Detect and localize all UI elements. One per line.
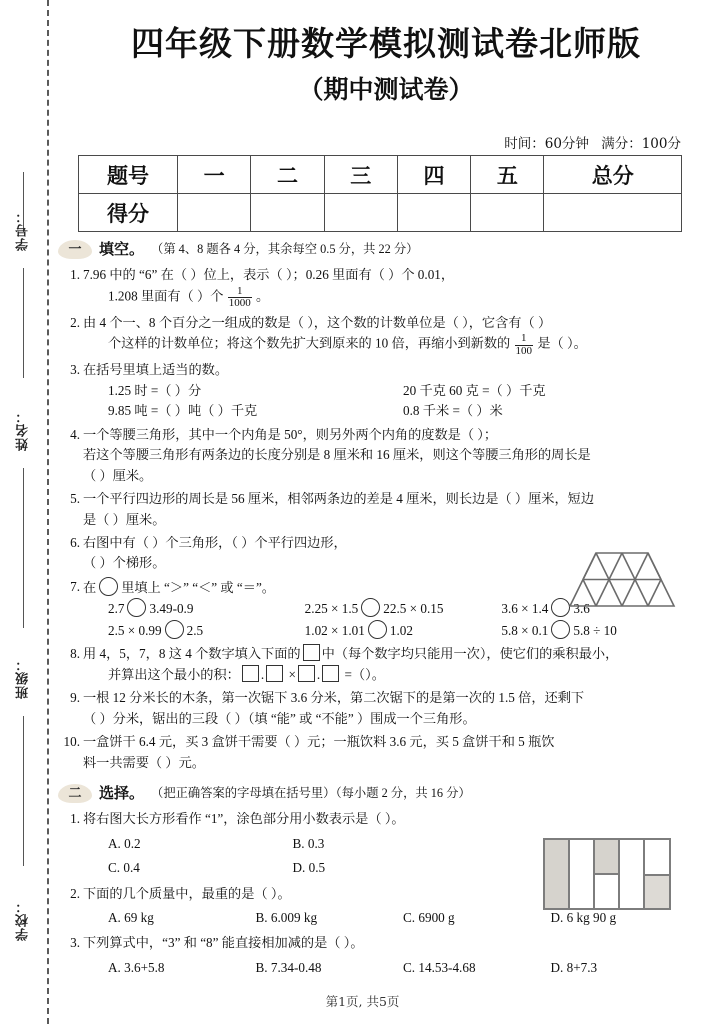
score-table-header-label: 题号 (79, 156, 178, 194)
question-line: 若这个等腰三角形有两条边的长度分别是 8 厘米和 16 厘米，则这个等腰三角形的周长是 (83, 447, 591, 463)
option-a[interactable]: A. 3.6+5.8 (108, 959, 165, 975)
question-number: 6. (70, 534, 80, 550)
question-line: 7.96 中的 “6” 在（ ）位上，表示（ ）；0.26 里面有（ ）个 0.01， (83, 267, 455, 283)
question-choice-3 (58, 933, 698, 978)
option-c[interactable]: C. 0.4 (108, 860, 140, 876)
score-table-col-5: 五 (471, 156, 544, 194)
question-line: 在 里填上 “＞” “＜” 或 “＝”。 (83, 577, 698, 598)
comparison-item: 1.02 × 1.01 1.02 (305, 620, 502, 641)
score-cell-5[interactable] (471, 194, 544, 232)
question-number: 3. (70, 362, 80, 378)
option-c[interactable]: C. 6900 g (403, 910, 455, 926)
margin-label-name: 姓名： (16, 409, 31, 451)
question-line (83, 620, 698, 641)
comparison-item: 3.6 × 1.4 3.6 (501, 598, 698, 619)
question-number: 2. (70, 314, 80, 330)
question-line: 是（ ）厘米。 (83, 511, 166, 527)
question-number: 1. (70, 267, 80, 283)
option-row (83, 908, 698, 928)
margin-write-line (23, 716, 24, 866)
question-line: 1.208 里面有（ ）个 $\frac{1}{1000}$ 。 (108, 284, 270, 310)
section-marker-badge-icon: 一 (58, 240, 92, 259)
question-number: 2. (70, 885, 80, 901)
margin-labels (0, 0, 47, 1024)
section-marker-badge-icon: 二 (58, 784, 92, 803)
question-line: （ ）分米，锯出的三段（ ）（填 “能” 或 “不能” ）围成一个三角形。 (83, 710, 476, 726)
fraction: $\frac{1}{1000}$ (228, 284, 251, 310)
score-cell-3[interactable] (324, 194, 397, 232)
section-title: 选择。 (99, 783, 145, 802)
unit-conversion-item: 9.85 吨 =（ ）吨（ ）千克 (108, 403, 258, 419)
question-fill-10 (58, 732, 698, 773)
section-note: （把正确答案的字母填在括号里）（每小题 2 分，共 16 分） (151, 786, 471, 801)
option-d[interactable]: D. 6 kg 90 g (550, 910, 617, 926)
page-subtitle: （期中测试卷） (298, 75, 474, 104)
question-line (83, 381, 698, 401)
option-a[interactable]: A. 69 kg (108, 910, 154, 926)
table-row (79, 156, 682, 194)
comparison-circle[interactable] (165, 620, 184, 639)
question-line: 个这样的计数单位；将这个数先扩大到原来的 10 倍，再缩小到新数的 $\frac{1}{100}$ 是（ ）。 (108, 332, 587, 357)
option-d[interactable]: D. 8+7.3 (550, 959, 598, 975)
comparison-circle[interactable] (127, 598, 146, 617)
question-line: 用 4，5，7，8 这 4 个数字填入下面的 中（每个数字均只能用一次），使它们的乘积最小， (83, 646, 619, 662)
margin-write-line (23, 268, 24, 378)
section-header-fill-in (58, 238, 698, 261)
margin-label-school: 学校： (16, 899, 31, 941)
margin-write-line (23, 468, 24, 628)
question-number: 1. (70, 811, 80, 827)
answer-box[interactable] (303, 644, 320, 661)
fraction: $\frac{1}{100}$ (515, 332, 533, 357)
score-table-col-2: 二 (251, 156, 324, 194)
answer-box[interactable] (266, 665, 283, 682)
question-number: 7. (70, 578, 80, 594)
option-b[interactable]: B. 0.3 (292, 835, 325, 851)
option-c[interactable]: C. 14.53-4.68 (403, 959, 476, 975)
comparison-circle[interactable] (368, 620, 387, 639)
question-line: 一个平行四边形的周长是 56 厘米，相邻两条边的差是 4 厘米，则长边是（ ）厘米，短边 (83, 491, 595, 507)
score-cell-2[interactable] (251, 194, 324, 232)
answer-box[interactable] (322, 665, 339, 682)
margin-label-class: 班级： (16, 657, 31, 699)
exam-time: 时间：60分钟 (504, 136, 589, 152)
question-line: 由 4 个一、8 个百分之一组成的数是（ ），这个数的计数单位是（ ），它含有（ ） (83, 314, 552, 330)
option-d[interactable]: D. 0.5 (292, 860, 326, 876)
option-b[interactable]: B. 6.009 kg (255, 910, 318, 926)
question-line: 将右图大长方形看作 “1”，涂色部分用小数表示是（ ）。 (83, 811, 405, 827)
exam-full-score: 满分：100分 (601, 136, 681, 152)
question-line (83, 401, 698, 421)
comparison-item: 5.8 × 0.1 5.8 ÷ 10 (501, 620, 698, 641)
option-row (83, 834, 477, 854)
question-line: 在括号里填上适当的数。 (83, 362, 229, 378)
page-footer: 第1页, 共5页 (325, 994, 400, 1009)
question-line: 一个等腰三角形，其中一个内角是 50°，则另外两个内角的度数是（ ）； (83, 426, 498, 442)
question-number: 9. (70, 690, 80, 706)
question-line: 下面的几个质量中，最重的是（ ）。 (83, 885, 291, 901)
question-line: 右图中有（ ）个三角形，（ ）个平行四边形， (83, 534, 347, 550)
question-fill-8 (58, 644, 698, 685)
comparison-item: 2.25 × 1.5 22.5 × 0.15 (305, 598, 502, 619)
score-table-col-1: 一 (178, 156, 251, 194)
question-line: （ ）厘米。 (83, 467, 153, 483)
section-title: 填空。 (99, 240, 145, 258)
margin-label-student-id: 学号： (16, 209, 31, 251)
question-number: 4. (70, 426, 80, 442)
score-table-score-label: 得分 (79, 194, 178, 232)
question-fill-3 (58, 360, 698, 421)
score-cell-1[interactable] (178, 194, 251, 232)
section-note: （第 4、8 题各 4 分，其余每空 0.5 分，共 22 分） (151, 242, 419, 257)
page-title: 四年级下册数学模拟测试卷北师版 (131, 24, 641, 63)
question-fill-9 (58, 688, 698, 729)
answer-box[interactable] (298, 665, 315, 682)
comparison-circle[interactable] (361, 598, 380, 617)
answer-box[interactable] (242, 665, 259, 682)
comparison-item: 2.5 × 0.99 2.5 (108, 620, 305, 641)
score-table-col-4: 四 (397, 156, 470, 194)
section-header-choice (58, 782, 698, 805)
score-cell-total[interactable] (544, 194, 682, 232)
question-line: （ ）个梯形。 (83, 555, 166, 571)
score-cell-4[interactable] (397, 194, 470, 232)
unit-conversion-item: 20 千克 60 克 =（ ）千克 (403, 382, 546, 398)
option-row (83, 958, 698, 978)
margin-dashed-line (47, 0, 49, 1024)
option-b[interactable]: B. 7.34-0.48 (255, 959, 322, 975)
option-a[interactable]: A. 0.2 (108, 835, 141, 851)
comparison-circle[interactable] (551, 620, 570, 639)
question-line: 料一共需要（ ）元。 (83, 754, 205, 770)
comparison-item: 2.7 3.49-0.9 (108, 598, 305, 619)
unit-conversion-item: 1.25 时 =（ ）分 (108, 382, 202, 398)
score-table (78, 155, 682, 232)
question-fill-4 (58, 425, 698, 486)
question-line: 下列算式中，“3” 和 “8” 能直接相加减的是（ ）。 (83, 935, 364, 951)
question-fill-2 (58, 313, 698, 358)
question-number: 5. (70, 491, 80, 507)
shaded-rectangle-figure (543, 838, 671, 910)
exam-meta (496, 132, 681, 152)
question-line: 一盒饼干 6.4 元，买 3 盒饼干需要（ ）元；一瓶饮料 3.6 元，买 5 盒饼干和 5 瓶饮 (83, 734, 555, 750)
table-row (79, 194, 682, 232)
question-line: 一根 12 分米长的木条，第一次锯下 3.6 分米，第二次锯下的是第一次的 1.5 倍，还剩下 (83, 690, 585, 706)
question-number: 3. (70, 935, 80, 951)
question-number: 8. (70, 646, 80, 662)
question-line: 并算出这个最小的积： . × . =（）。 (108, 666, 385, 682)
question-fill-1 (58, 265, 698, 310)
score-table-col-total: 总分 (544, 156, 682, 194)
option-row (83, 858, 477, 878)
score-table-col-3: 三 (324, 156, 397, 194)
unit-conversion-item: 0.8 千米 =（ ）米 (403, 403, 503, 419)
comparison-circle[interactable] (99, 577, 118, 596)
question-fill-5 (58, 489, 698, 530)
question-number: 10. (63, 734, 80, 750)
trapezoid-triangles-figure (568, 550, 676, 608)
